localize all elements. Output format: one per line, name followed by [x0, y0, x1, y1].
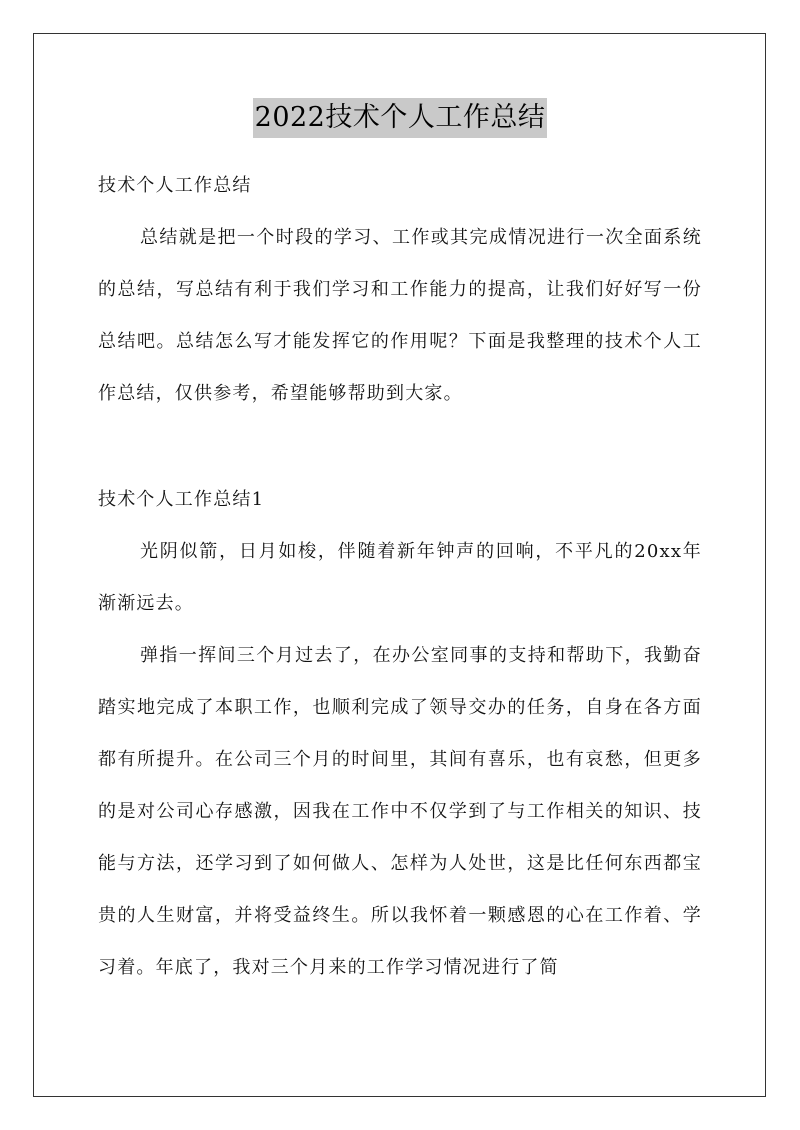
intro-paragraph: 总结就是把一个时段的学习、工作或其完成情况进行一次全面系统的总结，写总结有利于我们学习和工作能力的提高，让我们好好写一份总结吧。总结怎么写才能发挥它的作用呢？下面是我整理的技术个人工作总结，仅供参考，希望能够帮助到大家。 [98, 227, 702, 404]
section-heading-2: 技术个人工作总结1 [98, 489, 265, 510]
paragraph-3: 弹指一挥间三个月过去了，在办公室同事的支持和帮助下，我勤奋踏实地完成了本职工作，也顺利完成了领导交办的任务，自身在各方面都有所提升。在公司三个月的时间里，其间有喜乐，也有哀愁，但更多的是对公司心存感激，因我在工作中不仅学到了与工作相关的知识、技能与方法，还学习到了如何做人、怎样为人处世，这是比任何东西都宝贵的人生财富，并将受益终生。所以我怀着一颗感恩的心在工作着、学习着。年底了，我对三个月来的工作学习情况进行了简 [98, 645, 702, 978]
title-container [0, 98, 800, 138]
section-heading-1: 技术个人工作总结 [98, 175, 252, 196]
paragraph-2: 光阴似箭，日月如梭，伴随着新年钟声的回响，不平凡的20xx年渐渐远去。 [98, 541, 702, 614]
document-title: 2022技术个人工作总结 [253, 98, 548, 138]
